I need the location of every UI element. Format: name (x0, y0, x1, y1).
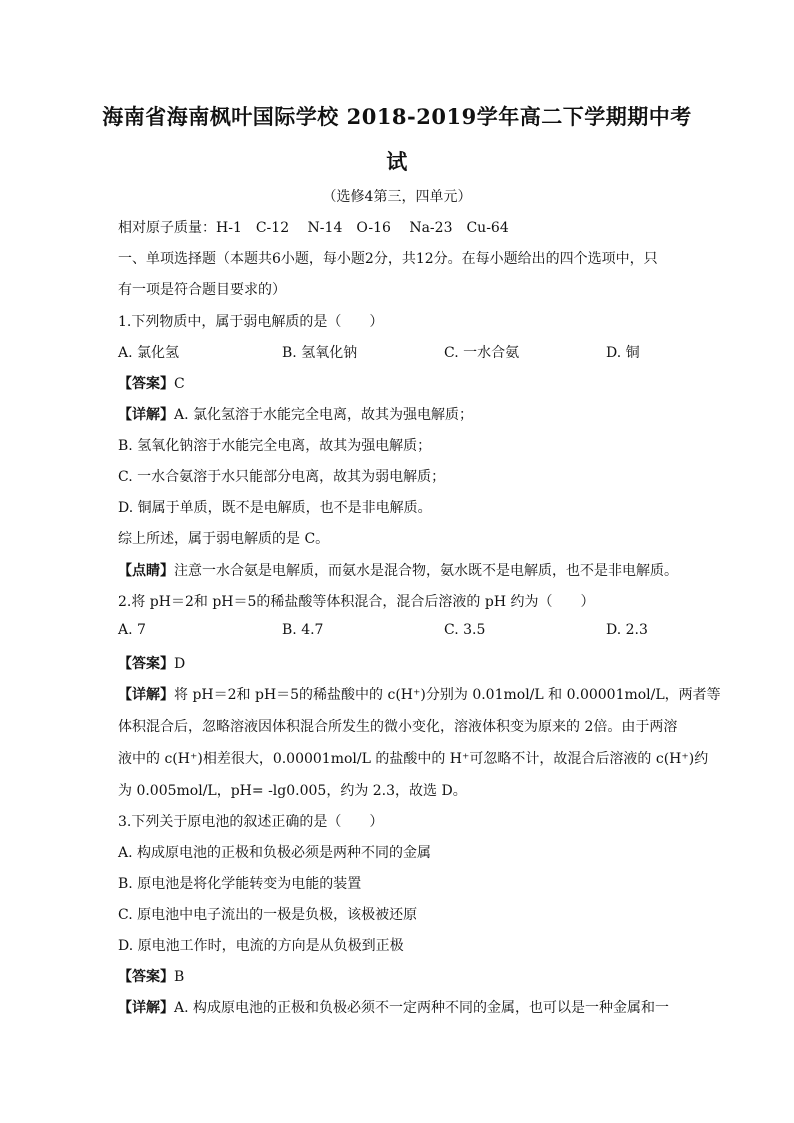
section-heading-line1: 一、单项选择题（本题共6小题，每小题2分，共12分。在每小题给出的四个选项中，只 (118, 251, 658, 267)
q1-tip-label: 【点睛】 (118, 563, 174, 579)
q3-detail-line1 (118, 997, 678, 1017)
q1-summary: 综上所述，属于弱电解质的是 C。 (118, 531, 330, 547)
page-title-line2: 试 (386, 149, 408, 174)
page-title-line1: 海南省海南枫叶国际学校 2018-2019学年高二下学期期中考 (102, 104, 692, 129)
atomic-masses: 相对原子质量：H-1 C-12 N-14 O-16 Na-23 Cu-64 (118, 220, 509, 236)
q1-detail-label: 【详解】 (118, 407, 174, 423)
q2-detail-line2: 体积混合后，忽略溶液因体积混合所发生的微小变化，溶液体积变为原来的 2倍。由于两溶 (118, 719, 678, 735)
q2-answer (118, 653, 678, 673)
q1-tip-text: 注意一水合氨是电解质，而氨水是混合物，氨水既不是电解质，也不是非电解质。 (174, 563, 678, 579)
q2-stem: 2.将 pH＝2和 pH＝5的稀盐酸等体积混合，混合后溶液的 pH 约为（ ） (118, 594, 595, 610)
q3-answer (118, 966, 678, 986)
section-heading-line2: 有一项是符合题目要求的） (118, 282, 286, 298)
q1-detail-line3: C. 一水合氨溶于水只能部分电离，故其为弱电解质； (118, 469, 446, 485)
q2-answer-value: D (174, 656, 186, 672)
q3-answer-value: B (174, 969, 185, 985)
q3-option-a: A. 构成原电池的正极和负极必须是两种不同的金属 (118, 845, 432, 861)
page-subtitle: （选修4第三，四单元） (322, 189, 472, 205)
q1-option-b: B. 氢氧化钠 (282, 345, 358, 361)
q2-option-a: A. 7 (118, 622, 146, 638)
q3-option-b: B. 原电池是将化学能转变为电能的装置 (118, 876, 362, 892)
q2-detail-label: 【详解】 (118, 687, 174, 703)
q2-detail-line3: 液中的 c(H⁺)相差很大，0.00001mol/L 的盐酸中的 H⁺可忽略不计，故混合后溶液的 c(H⁺)约 (118, 751, 709, 767)
q1-detail-line1 (118, 404, 678, 424)
q1-answer (118, 373, 678, 393)
q2-detail-text1: 将 pH＝2和 pH＝5的稀盐酸中的 c(H⁺)分别为 0.01mol/L 和 0.00001mol/L，两者等 (174, 687, 721, 703)
q1-detail-line2: B. 氢氧化钠溶于水能完全电离，故其为强电解质； (118, 438, 432, 454)
q3-stem: 3.下列关于原电池的叙述正确的是（ ） (118, 814, 384, 830)
q1-tip (118, 560, 678, 580)
q1-detail-text1: A. 氯化氢溶于水能完全电离，故其为强电解质； (174, 407, 474, 423)
q1-option-d: D. 铜 (606, 345, 640, 361)
q3-detail-text1: A. 构成原电池的正极和负极必须不一定两种不同的金属，也可以是一种金属和一 (174, 1000, 670, 1016)
q2-answer-label: 【答案】 (118, 656, 174, 672)
q2-detail-line1 (118, 684, 721, 704)
q2-option-d: D. 2.3 (606, 622, 648, 638)
q1-option-c: C. 一水合氨 (444, 345, 520, 361)
q2-option-c: C. 3.5 (444, 622, 486, 638)
q3-option-c: C. 原电池中电子流出的一极是负极，该极被还原 (118, 907, 418, 923)
q1-stem: 1.下列物质中，属于弱电解质的是（ ） (118, 314, 384, 330)
q2-option-b: B. 4.7 (282, 622, 324, 638)
q1-answer-label: 【答案】 (118, 376, 174, 392)
q1-answer-value: C (174, 376, 185, 392)
q3-answer-label: 【答案】 (118, 969, 174, 985)
q2-detail-line4: 为 0.005mol/L，pH= -lg0.005，约为 2.3，故选 D。 (118, 783, 467, 799)
q3-detail-label: 【详解】 (118, 1000, 174, 1016)
q1-detail-line4: D. 铜属于单质，既不是电解质，也不是非电解质。 (118, 500, 432, 516)
q1-option-a: A. 氯化氢 (118, 345, 180, 361)
q3-option-d: D. 原电池工作时，电流的方向是从负极到正极 (118, 938, 404, 954)
